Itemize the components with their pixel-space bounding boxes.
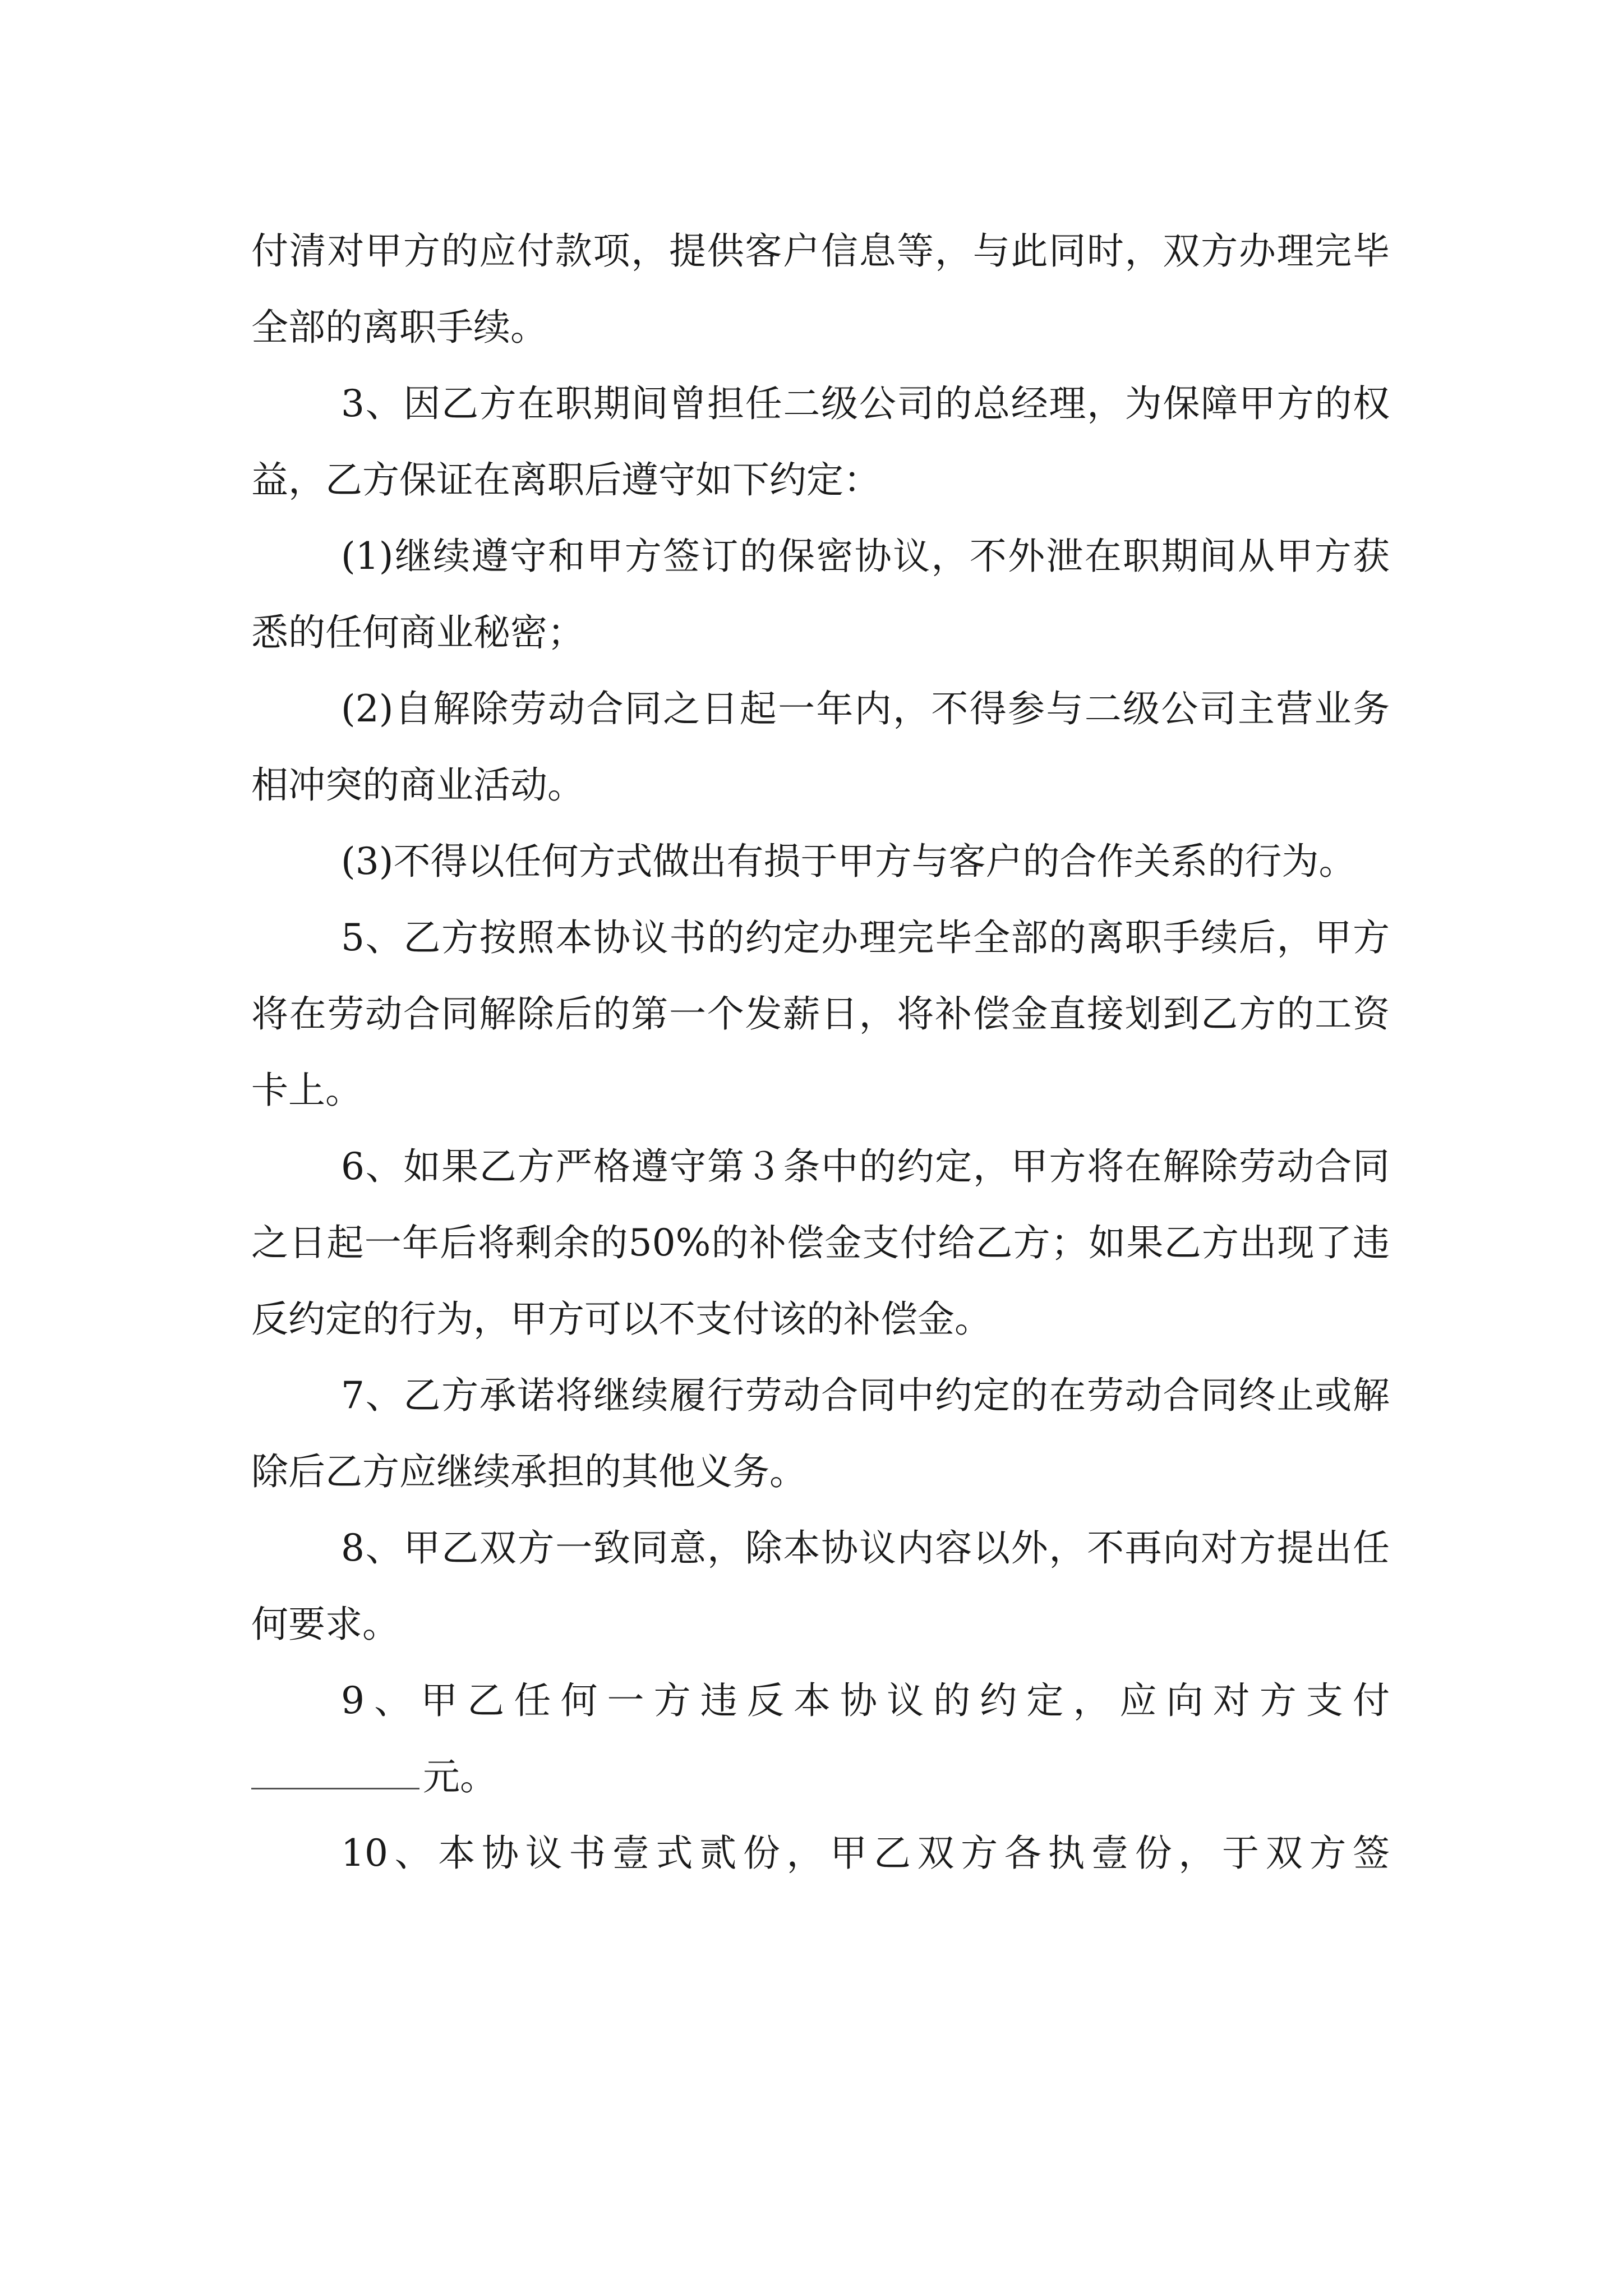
clause-5: 5、乙方按照本协议书的约定办理完毕全部的离职手续后，甲方将在劳动合同解除后的第一个发薪日，将补偿金直接划到乙方的工资卡上。 [251,916,1390,1112]
clause-9: 9、甲乙任何一方违反本协议的约定，应向对方支付 [341,1679,1390,1722]
clause-3-item-1: (1)继续遵守和甲方签订的保密协议，不外泄在职期间从甲方获悉的任何商业秘密； [251,535,1390,654]
clause-7: 7、乙方承诺将继续履行劳动合同中约定的在劳动合同终止或解除后乙方应继续承担的其他义务。 [251,1374,1390,1493]
fill-in-blank-amount [251,1754,419,1789]
clause-6: 6、如果乙方严格遵守第３条中的约定，甲方将在解除劳动合同之日起一年后将剩余的50%的补偿金支付给乙方；如果乙方出现了违反约定的行为，甲方可以不支付该的补偿金。 [251,1145,1390,1341]
paragraph-continuation: 付清对甲方的应付款项，提供客户信息等，与此同时，双方办理完毕全部的离职手续。 [251,229,1390,349]
clause-9-continuation [251,1739,1390,1815]
clause-8: 8、甲乙双方一致同意，除本协议内容以外，不再向对方提出任何要求。 [251,1526,1390,1646]
clause-9-unit: 元。 [423,1755,497,1798]
clause-3-item-2: (2)自解除劳动合同之日起一年内，不得参与二级公司主营业务相冲突的商业活动。 [251,687,1390,807]
clause-3: 3、因乙方在职期间曾担任二级公司的总经理，为保障甲方的权益，乙方保证在离职后遵守如下约定： [251,382,1390,501]
document-body [251,213,1390,1892]
clause-10: 10、本协议书壹式贰份，甲乙双方各执壹份，于双方签 [341,1832,1390,1875]
clause-3-item-3: (3)不得以任何方式做出有损于甲方与客户的合作关系的行为。 [341,840,1356,883]
